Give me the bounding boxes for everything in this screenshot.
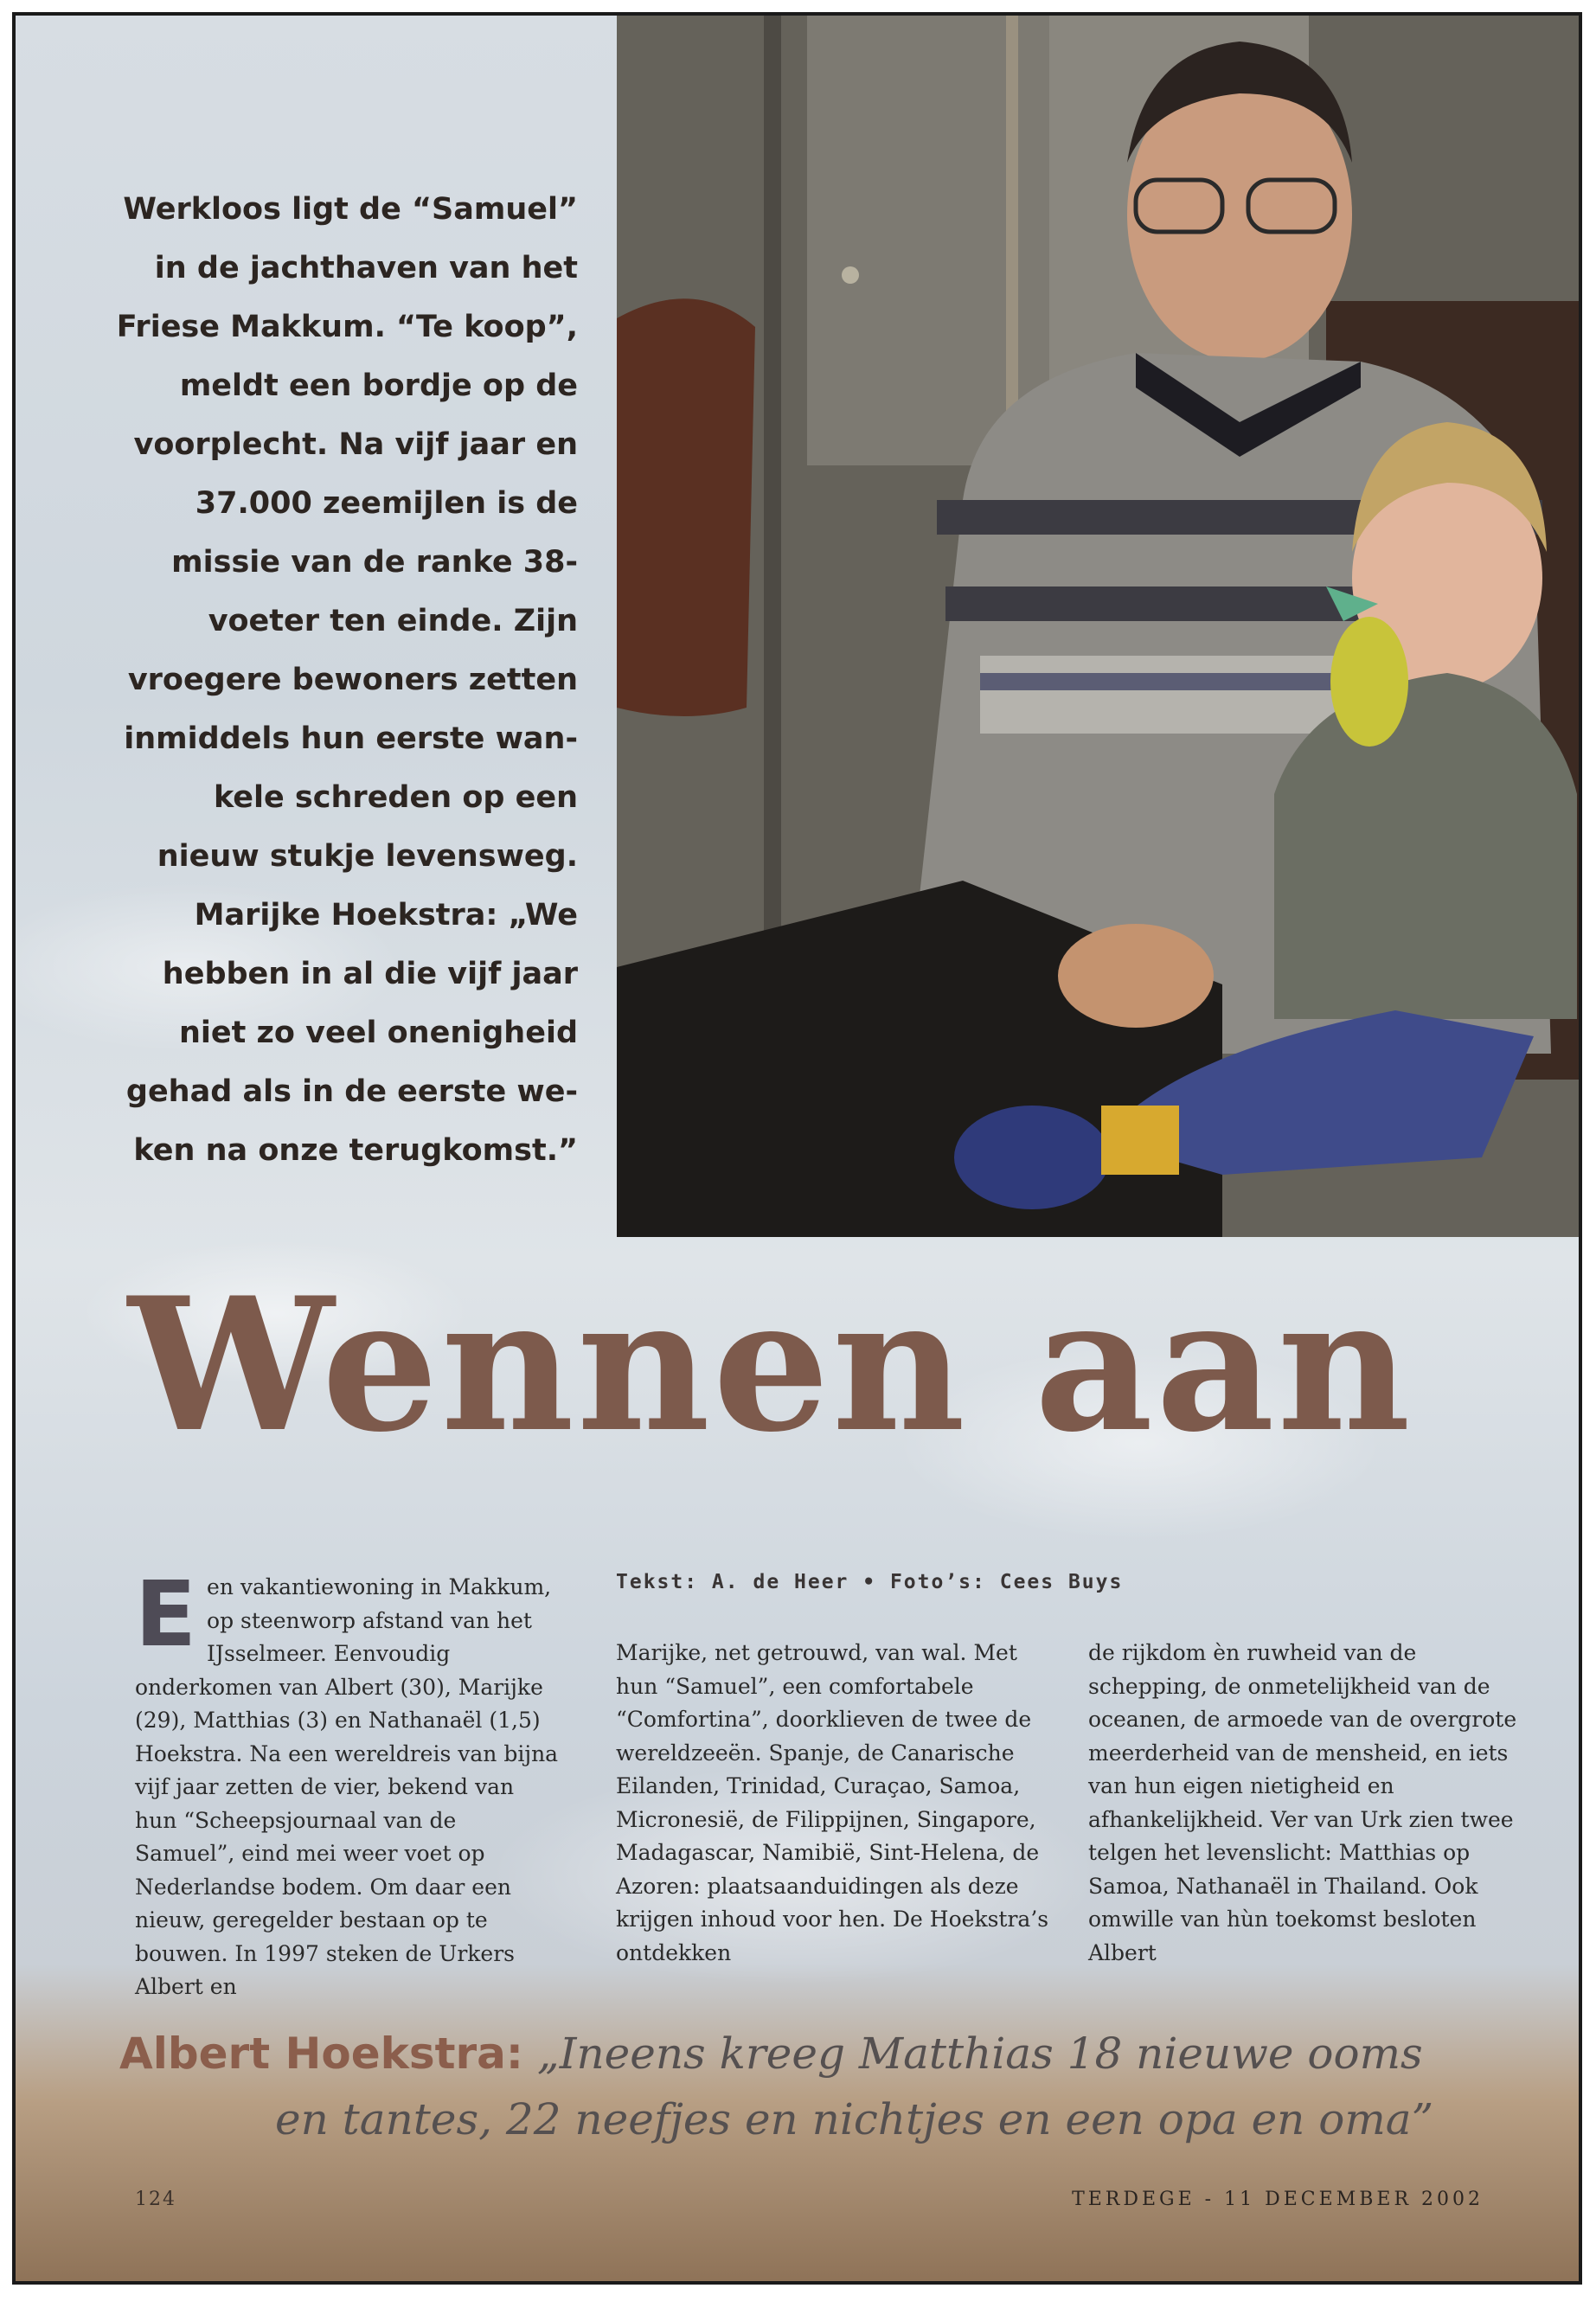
pullquote-line: ken na onze terugkomst.”: [133, 1133, 578, 1168]
pullquote-line: nieuw stukje levensweg.: [157, 839, 578, 874]
quote-line-1: [119, 2021, 1547, 2086]
quote-speaker: Albert Hoekstra:: [119, 2029, 523, 2079]
pullquote-line: Friese Makkum. “Te koop”,: [116, 310, 578, 344]
pullquote-line: missie van de ranke 38-: [171, 545, 578, 580]
pullquote-line: hebben in al die vijf jaar: [162, 957, 578, 991]
page-number: 124: [135, 2189, 176, 2210]
quote-text-1: „Ineens kreeg Matthias 18 nieuwe ooms: [522, 2029, 1423, 2079]
article-column-1-text: en vakantiewoning in Makkum, op steenworp afstand van het IJsselmeer. Eenvoudig onderkomen van Albert (30), Marijke (29), Matthias (3) en Nathanaël (1,5) Hoekstra. Na een wereldreis van bijna vijf jaar zetten de vier, bekend van hun “Scheepsjournaal van de Samuel”, eind mei weer voet op Nederlandse bodem. Om daar een nieuw, geregelder bestaan op te bouwen. In 1997 steken de Urkers Albert en: [135, 1574, 559, 1999]
pullquote-line: niet zo veel onenigheid: [178, 1016, 578, 1050]
pullquote-line: 37.000 zeemijlen is de: [195, 486, 578, 521]
feature-quote: [119, 2021, 1547, 2152]
article-column-1: [135, 1561, 559, 2004]
pullquote-line: meldt een bordje op de: [179, 369, 578, 403]
pullquote-line: gehad als in de eerste we-: [125, 1074, 578, 1109]
pullquote-line: vroegere bewoners zetten: [127, 663, 578, 697]
article-column-3: de rijkdom èn ruwheid van de schepping, de onmetelijkheid van de oceanen, de armoede van de overgrote meerderheid van de mensheid, en iets van hun eigen nietigheid en afhankelijkheid. Ver van Urk zien twee telgen het levenslicht: Matthias op Samoa, Nathanaël in Thailand. Ook omwille van hùn toekomst besloten Albert: [1088, 1640, 1517, 1965]
article-column-2: Marijke, net getrouwd, van wal. Met hun “Samuel”, een comfortabele “Comfortina”, doorklieven de twee de wereldzeeën. Spanje, de Canarische Eilanden, Trinidad, Curaçao, Samoa, Micronesië, de Filippijnen, Singapore, Madagascar, Namibië, Sint-Helena, de Azoren: plaatsaanduidingen als deze krijgen inhoud voor hen. De Hoekstra’s ontdekken: [616, 1640, 1049, 1965]
drop-cap: E: [135, 1561, 197, 1667]
headline: Wennen aan: [128, 1257, 1413, 1472]
intro-pullquote: [67, 180, 578, 1180]
quote-line-2: en tantes, 22 neefjes en nichtjes en een opa en oma”: [275, 2094, 1434, 2144]
pullquote-line: voorplecht. Na vijf jaar en: [133, 427, 578, 462]
magazine-page: [12, 12, 1582, 2285]
photo-illustration: [617, 16, 1582, 1237]
pullquote-line: in de jachthaven van het: [154, 251, 578, 285]
pullquote-line: kele schreden op een: [213, 780, 578, 815]
byline-credit: Tekst: A. de Heer • Foto’s: Cees Buys: [616, 1571, 1124, 1593]
pullquote-line: voeter ten einde. Zijn: [208, 604, 578, 638]
pullquote-line: Werkloos ligt de “Samuel”: [123, 192, 578, 227]
father-and-son-photo: [617, 16, 1582, 1237]
pullquote-line: inmiddels hun eerste wan-: [124, 721, 578, 756]
pullquote-line: Marijke Hoekstra: „We: [194, 898, 578, 933]
footer-issue: TERDEGE - 11 DECEMBER 2002: [1072, 2189, 1484, 2210]
